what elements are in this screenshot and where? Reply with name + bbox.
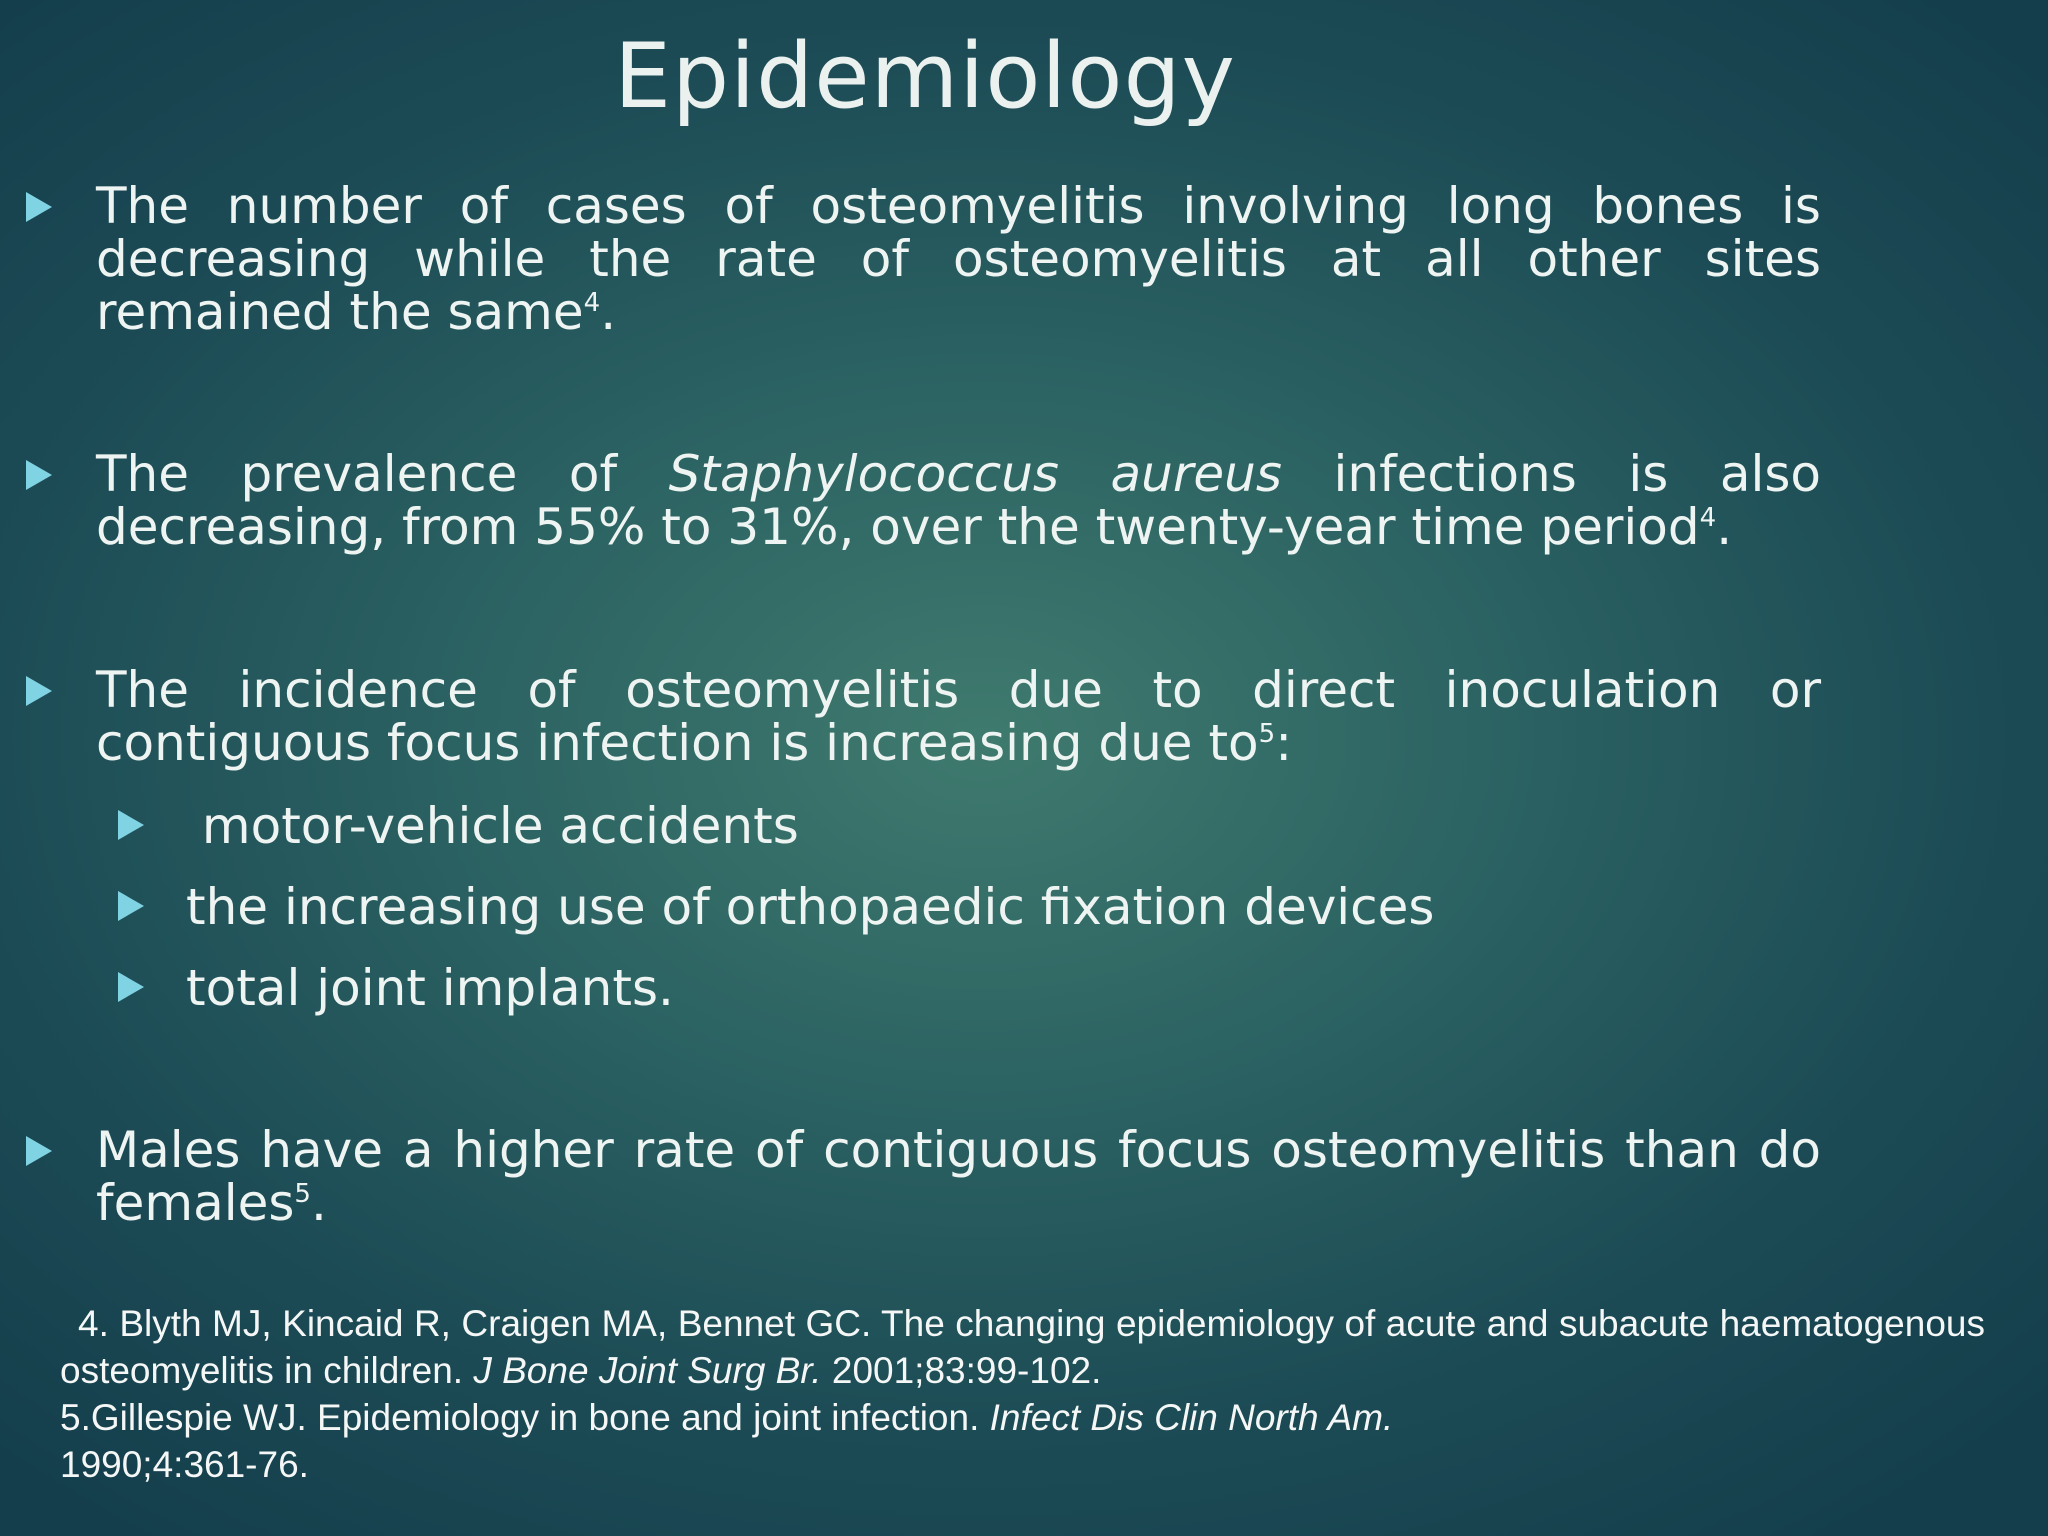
organism-name: Staphylococcus aureus <box>668 445 1282 503</box>
bullet-item-males <box>26 1121 1821 1234</box>
sub-bullet-text: the increasing use of orthopaedic fixation devices <box>186 878 1435 936</box>
bullet-text: The incidence of osteomyelitis due to direct inoculation or contiguous focus infection is increasing due to$^5$: <box>96 661 1821 772</box>
triangle-right-icon <box>26 1136 52 1166</box>
citation-ref: 4 <box>583 288 601 318</box>
triangle-right-icon <box>118 891 144 921</box>
triangle-right-icon <box>26 460 52 490</box>
references <box>60 1300 1985 1488</box>
citation-ref: 4 <box>1699 503 1717 533</box>
sub-bullet-item <box>118 879 1718 939</box>
bullet-text: The prevalence of Staphylococcus aureus infections is also decreasing, from 55% to 31%, over the twenty-year time period$^4$. <box>96 445 1821 556</box>
triangle-right-icon <box>26 192 52 222</box>
bullet-item-long-bones <box>26 177 1821 341</box>
bullet-item-staph-aureus <box>26 445 1821 558</box>
bullet-text: Males have a higher rate of contiguous focus osteomyelitis than do females$^5$. <box>96 1121 1821 1232</box>
bullet-text: The number of cases of osteomyelitis involving long bones is decreasing while the rate of osteomyelitis at all other sites remained the same$^4$. <box>96 177 1821 341</box>
sub-bullet-item <box>118 960 1718 1020</box>
reference-item: 4. Blyth MJ, Kincaid R, Craigen MA, Bennet GC. The changing epidemiology of acute and subacute haematogenous osteomyelitis in children. J Bone Joint Surg Br. 2001;83:99-102. <box>60 1303 1985 1391</box>
triangle-right-icon <box>26 676 52 706</box>
slide-title: Epidemiology <box>614 24 1236 129</box>
sub-bullet-text: total joint implants. <box>186 959 674 1017</box>
citation-ref: 5 <box>294 1179 311 1209</box>
reference-item: 5.Gillespie WJ. Epidemiology in bone and joint infection. Infect Dis Clin North Am. 1990;4:361-76. <box>60 1397 1394 1485</box>
triangle-right-icon <box>118 810 144 840</box>
bullet-item-incidence <box>26 661 1821 774</box>
triangle-right-icon <box>118 972 144 1002</box>
citation-ref: 5 <box>1258 719 1276 749</box>
sub-bullet-item <box>118 798 1718 858</box>
sub-bullet-text: motor-vehicle accidents <box>186 797 799 855</box>
